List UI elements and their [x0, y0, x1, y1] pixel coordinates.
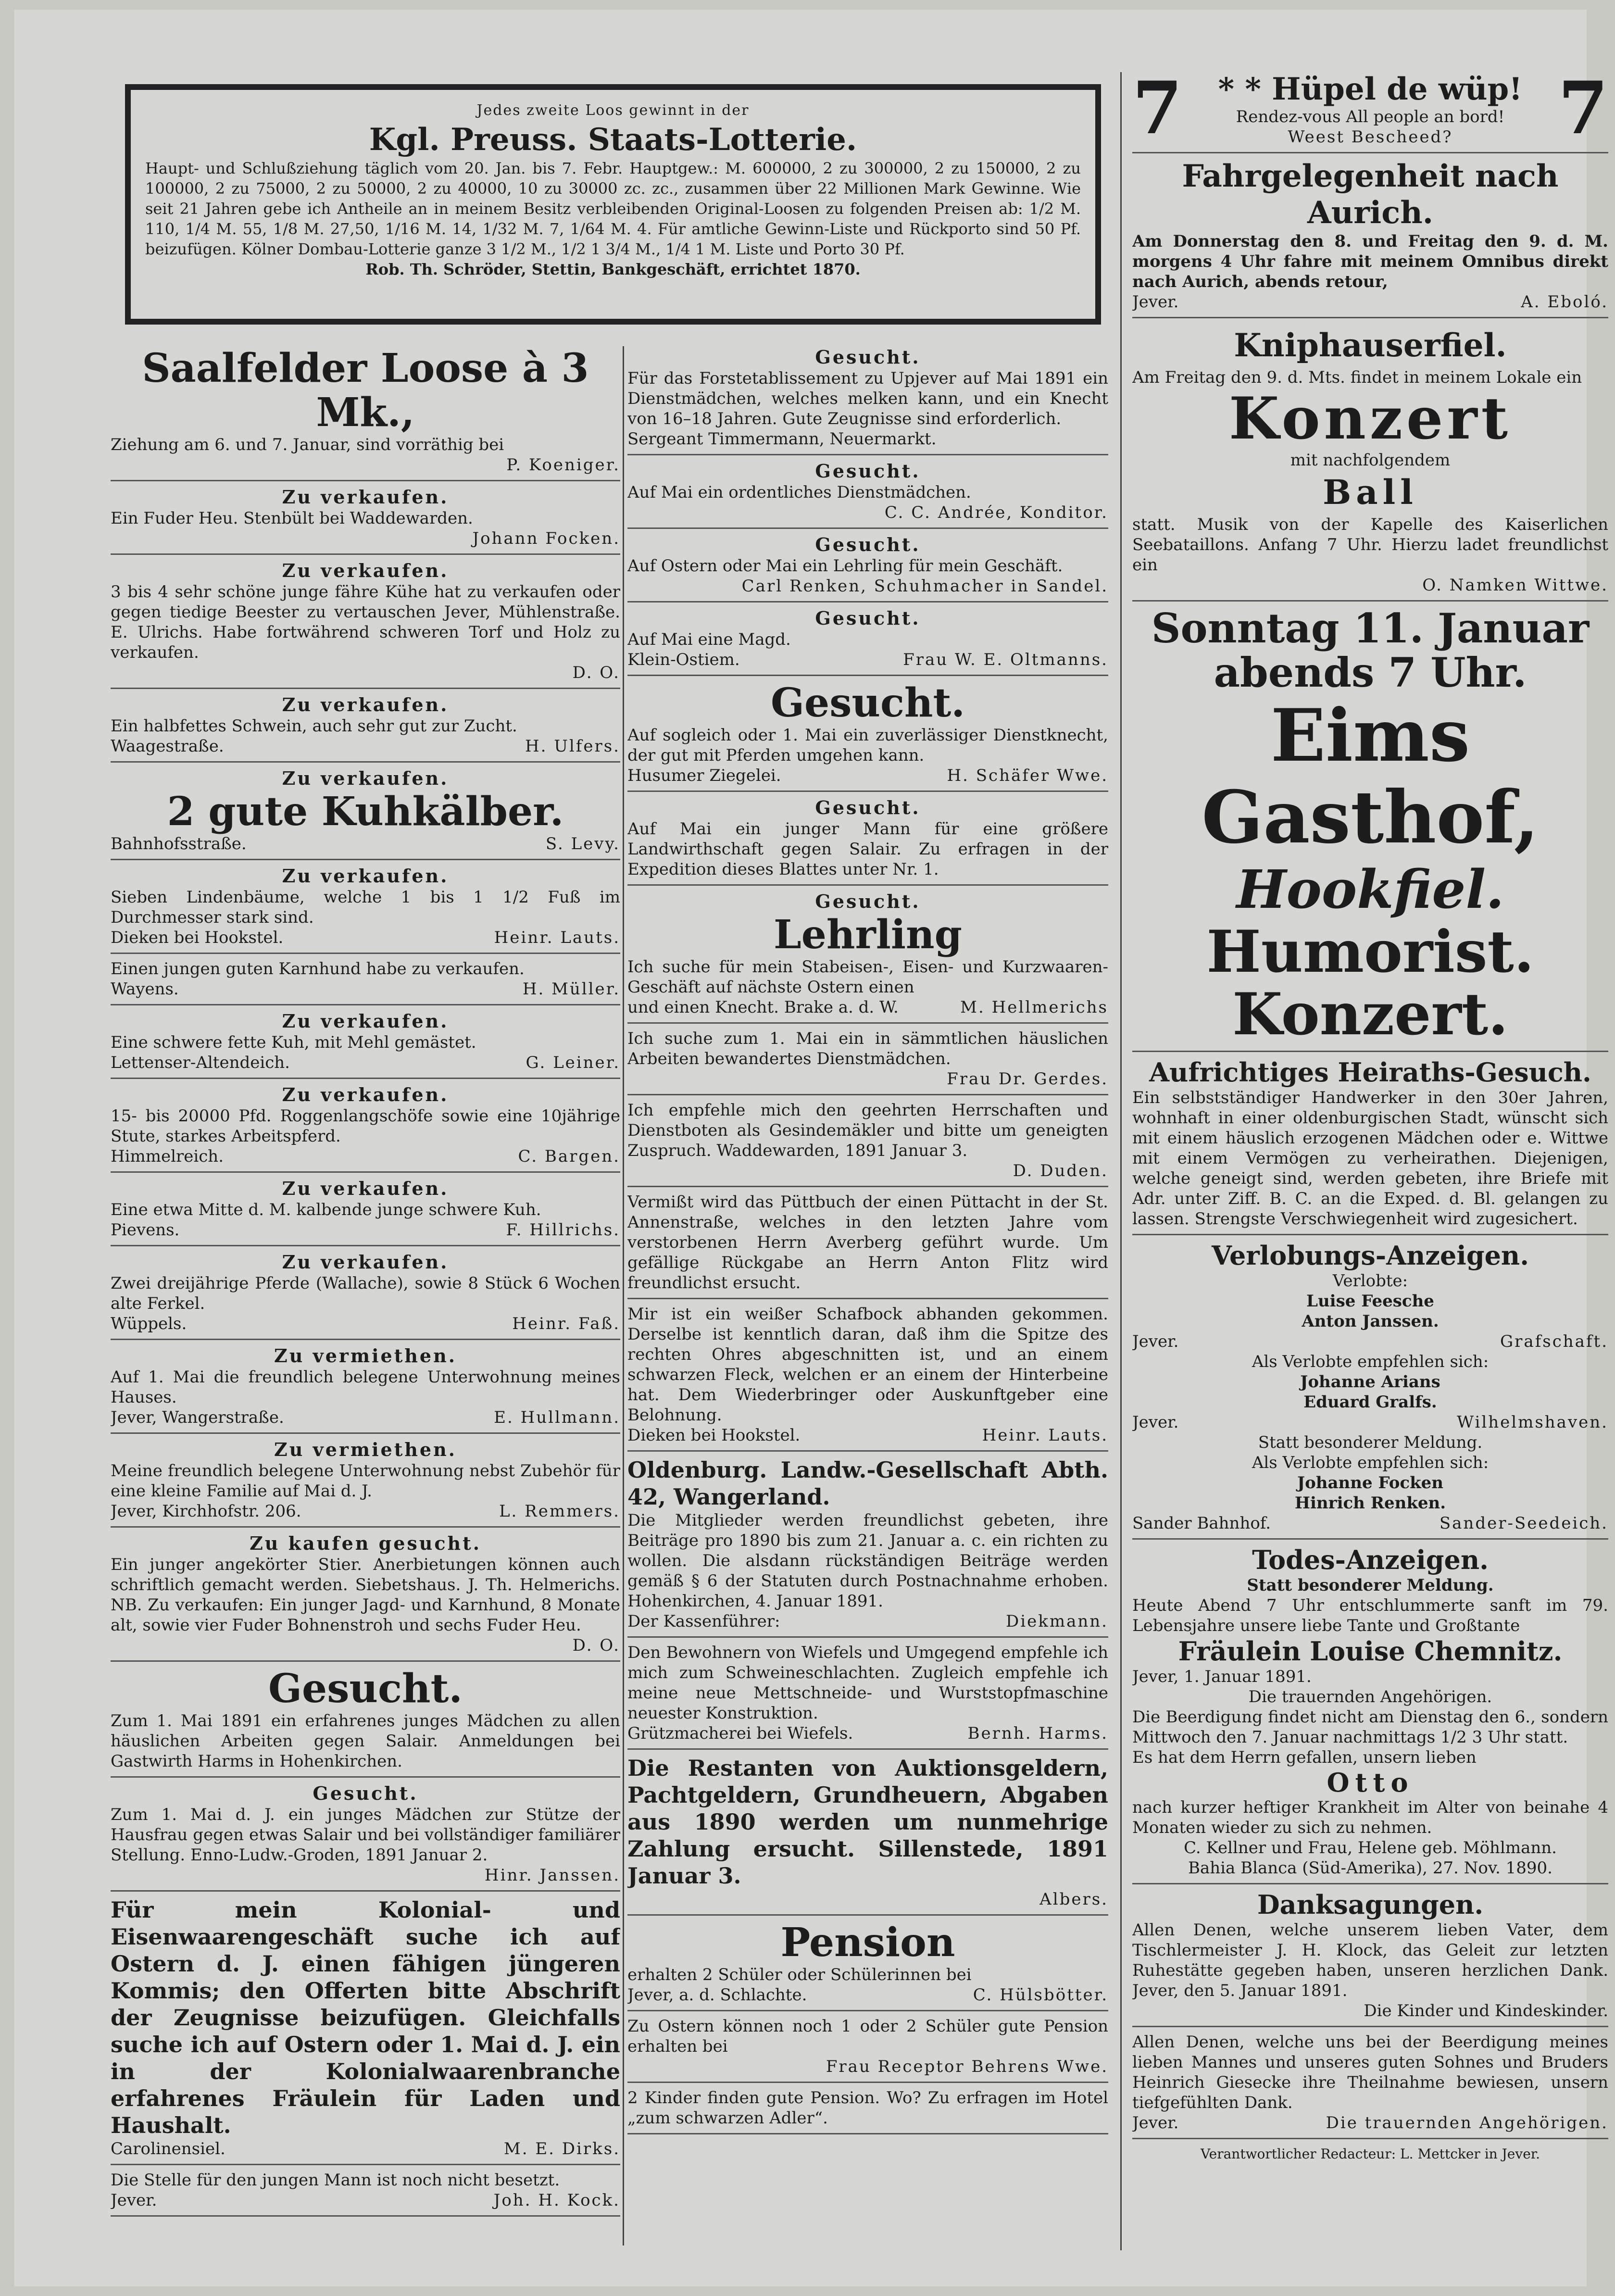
ad-divider — [627, 2133, 1108, 2134]
ad-text: Ein junger angekörter Stier. Anerbietungen können auch schriftlich gemacht werden. Siebetshaus. J. Th. Helmerichs. NB. Zu verkaufen: Ein junger Jagd- und Karnhund, 8 Monate alt, sowie vier Fuder Bohnenstroh und sechs Fuder Heu. — [111, 1555, 620, 1635]
ad-large-text: Für mein Kolonial- und Eisenwaarengeschäft suche ich auf Ostern d. J. einen fähigen jüngeren Kommis; den Offerten bitte Abschrift der Zeugnisse beizufügen. Gleichfalls suche ich auf Ostern oder 1. Mai d. J. ein in der Kolonialwaarenbranche erfahrenes Fräulein für Laden und Haushalt. — [111, 1897, 620, 2138]
ad-big-heading: Lehrling — [774, 912, 962, 958]
ad-signature — [111, 928, 620, 948]
ad-signature — [111, 1314, 620, 1334]
classified-ad — [627, 1192, 1108, 1293]
eims-line2: abends 7 Uhr. — [1214, 649, 1527, 696]
ad-heading: Zu verkaufen. — [282, 694, 449, 715]
ad-divider — [111, 1004, 620, 1005]
ad-text: Meine freundlich belegene Unterwohnung nebst Zubehör für eine kleine Familie auf Mai d. J. — [111, 1461, 620, 1501]
classified-ad — [627, 1643, 1108, 1744]
classified-ad — [627, 2088, 1108, 2128]
ad-divider — [627, 1748, 1108, 1750]
ad-divider — [627, 790, 1108, 792]
ad-name: Joh. H. Kock. — [493, 2191, 620, 2210]
verlob-name: Johanne Arians — [1300, 1372, 1440, 1392]
ad-place: Jever, Kirchhofstr. 206. — [111, 1502, 301, 1521]
classified-ad — [111, 1251, 620, 1334]
ad-place: Bahnhofsstraße. — [111, 834, 247, 853]
konzert-ad — [1132, 323, 1608, 595]
classified-ad — [111, 865, 620, 948]
ad-divider — [627, 601, 1108, 602]
ad-text: Mir ist ein weißer Schafbock abhanden gekommen. Derselbe ist kenntlich daran, daß ihm die Spitze des rechten Ohres abgeschnitten ist, und an einem schwarzen Fleck, welchen er an einem der Hinterbeine hat. Dem Wiederbringer oder Auskunftgeber eine Belohnung. — [627, 1305, 1108, 1425]
ad-place: Wayens. — [111, 979, 179, 999]
fahr-name: A. Eboló. — [1521, 292, 1608, 312]
ad-signature — [111, 1220, 620, 1240]
classified-ad — [111, 1532, 620, 1656]
ad-name: P. Koeniger. — [506, 455, 620, 475]
classified-ad — [111, 1345, 620, 1428]
ad-place: Der Kassenführer: — [627, 1612, 780, 1631]
ad-name: H. Ulfers. — [525, 737, 620, 756]
ad-divider — [111, 953, 620, 954]
hupel-number: 7 — [1132, 72, 1183, 151]
ad-heading: Gesucht. — [815, 607, 921, 629]
ad-name: Heinr. Lauts. — [494, 928, 620, 947]
verlob-name: Hinrich Renken. — [1294, 1493, 1446, 1513]
verlob-place: Wilhelmshaven. — [1457, 1413, 1608, 1432]
verlob-place: Sander Bahnhof. — [1132, 1514, 1271, 1533]
ad-place: Sergeant Timmermann, Neuermarkt. — [627, 429, 937, 449]
ad-name: Frau Receptor Behrens Wwe. — [826, 2057, 1108, 2076]
lottery-title: Kgl. Preuss. Staats-Lotterie. — [369, 122, 857, 158]
ad-heading: Gesucht. — [815, 460, 921, 482]
ad-divider — [111, 761, 620, 763]
ad-signature — [111, 663, 620, 683]
verlob-name: Eduard Gralfs. — [1303, 1393, 1437, 1412]
ad-signature — [627, 765, 1108, 786]
hupel-title: * * Hüpel de wüp! — [1218, 72, 1523, 107]
classified-ad — [111, 1896, 620, 2159]
ad-name: H. Schäfer Wwe. — [947, 766, 1108, 785]
lottery-pre: Jedes zweite Loos gewinnt in der — [476, 102, 750, 119]
classified-ad — [627, 1029, 1108, 1089]
ad-signature — [627, 576, 1108, 596]
ad-signature — [627, 1889, 1108, 1909]
tod-text: Heute Abend 7 Uhr entschlummerte sanft im 79. Lebensjahre unsere liebe Tante und Großtante — [1132, 1596, 1608, 1635]
ad-text: Ziehung am 6. und 7. Januar, sind vorräthig bei — [111, 435, 504, 454]
ad-text: Auf 1. Mai die freundlich belegene Unterwohnung meines Hauses. — [111, 1368, 620, 1407]
verlob-place: Grafschaft. — [1500, 1332, 1608, 1351]
ad-name: Heinr. Faß. — [512, 1314, 620, 1333]
hupel-line1: Rendez-vous All people an bord! — [1236, 107, 1505, 126]
ad-name: S. Levy. — [545, 834, 620, 853]
classified-ad — [111, 2170, 620, 2210]
ad-name: D. O. — [572, 663, 620, 682]
dank-text1: Allen Denen, welche unserem lieben Vater, dem Tischlermeister J. H. Klock, das Geleit zur letzten Ruhestätte gegeben haben, unseren herzlichen Dank. Jever, den 5. Januar 1891. — [1132, 1920, 1608, 2000]
ad-divider — [111, 1078, 620, 1079]
ad-divider — [111, 2164, 620, 2165]
ad-name: H. Müller. — [522, 979, 620, 999]
ad-name: Frau Dr. Gerdes. — [947, 1069, 1108, 1089]
classified-ad — [111, 694, 620, 756]
ad-text: Zum 1. Mai d. J. ein junges Mädchen zur Stütze der Hausfrau gegen etwas Salair und bei vollständiger familiärer Stellung. Enno-Ludw.-Groden, 1891 Januar 2. — [111, 1805, 620, 1865]
ad-heading: Gesucht. — [815, 346, 921, 368]
ad-name: C. Hülsbötter. — [973, 1985, 1108, 2005]
verlob-place: Sander-Seedeich. — [1439, 1514, 1608, 1533]
ad-name: D. O. — [572, 1636, 620, 1655]
ad-name: Diekmann. — [1006, 1612, 1108, 1631]
ad-name: C. C. Andrée, Konditor. — [884, 503, 1108, 522]
ad-text: Die Mitglieder werden freundlichst gebeten, ihre Beiträge pro 1890 bis zum 21. Januar a. c. ein richten zu wollen. Die alsdann rückständigen Beiträge werden gemäß § 6 der Statuten durch Postnachnahme erhoben. Hohenkirchen, 4. Januar 1891. — [627, 1511, 1108, 1611]
ad-divider — [627, 1186, 1108, 1187]
classified-ad — [111, 1782, 620, 1885]
ad-name: Heinr. Lauts. — [982, 1426, 1108, 1445]
ad-signature — [111, 1053, 620, 1073]
ad-place: und einen Knecht. Brake a. d. W. — [627, 998, 899, 1017]
ad-divider — [627, 454, 1108, 455]
newspaper-page — [14, 10, 1608, 2286]
ad-divider — [111, 1660, 620, 1662]
ad-divider — [111, 1776, 620, 1778]
ad-heading: Zu verkaufen. — [282, 1084, 449, 1105]
ad-name: M. Hellmerichs — [960, 998, 1108, 1017]
ad-divider — [627, 1298, 1108, 1299]
ad-divider — [627, 1636, 1108, 1638]
ad-signature — [111, 979, 620, 999]
ad-heading: Zu verkaufen. — [282, 1251, 449, 1273]
tod-name: Fräulein Louise Chemnitz. — [1178, 1636, 1563, 1667]
ad-divider — [627, 527, 1108, 529]
ad-big-heading: 2 gute Kuhkälber. — [167, 789, 564, 835]
ad-text: Ich suche zum 1. Mai ein in sämmtlichen häuslichen Arbeiten bewandertes Dienstmädchen. — [627, 1029, 1108, 1068]
ad-heading: Zu vermiethen. — [274, 1345, 457, 1367]
column-1 — [111, 346, 620, 2246]
classified-ad — [111, 346, 620, 475]
tod-sig4: Bahia Blanca (Süd-Amerika), 27. Nov. 1890. — [1188, 1858, 1552, 1878]
column-divider — [1120, 72, 1122, 2250]
konzert-sub: mit nachfolgendem — [1290, 451, 1451, 470]
ad-divider — [627, 1022, 1108, 1024]
ad-place: Dieken bei Hookstel. — [627, 1426, 801, 1445]
ad-name: M. E. Dirks. — [503, 2139, 620, 2158]
ad-place: Grützmacherei bei Wiefels. — [627, 1724, 853, 1743]
ad-place: Waagestraße. — [111, 737, 224, 756]
ad-signature — [627, 429, 1108, 449]
ad-text: Auf Mai ein ordentliches Dienstmädchen. — [627, 483, 971, 502]
ad-text: 3 bis 4 sehr schöne junge fähre Kühe hat zu verkaufen oder gegen tiedige Beester zu vertauschen Jever, Mühlenstraße. E. Ulrichs. Habe fortwährend schweren Torf und Holz zu verkaufen. — [111, 582, 620, 662]
heirat-text: Ein selbstständiger Handwerker in den 30er Jahren, wohnhaft in einer oldenburgischen Stadt, wünscht sich mit einem häuslich erzogenen Mädchen oder e. Wittwe mit einem Vermögen zu verheirathen. Diejenigen, welche geneigt sind, werden gebeten, ihre Briefe mit Adr. unter Ziff. B. C. an die Exped. d. Bl. gelangen zu lassen. Strengste Verschwiegenheit wird zugesichert. — [1132, 1088, 1608, 1229]
ad-name: C. Bargen. — [518, 1147, 620, 1166]
konzert-signature: O. Namken Wittwe. — [1422, 576, 1608, 595]
ad-signature — [111, 455, 620, 475]
ad-heading: Zu kaufen gesucht. — [250, 1532, 481, 1554]
ad-signature — [627, 2057, 1108, 2077]
classified-ad — [627, 1304, 1108, 1445]
column-2 — [627, 346, 1108, 2246]
dank-place: Jever. — [1132, 2113, 1179, 2133]
classified-ad — [111, 560, 620, 683]
ad-place: Husumer Ziegelei. — [627, 766, 781, 785]
ad-signature — [627, 1161, 1108, 1181]
dank-sig2: Die trauernden Angehörigen. — [1326, 2113, 1608, 2133]
ad-signature — [111, 2190, 620, 2210]
ad-text: Ich suche für mein Stabeisen-, Eisen- und Kurzwaaren-Geschäft auf nächste Ostern einen — [627, 957, 1108, 997]
ad-heading: Gesucht. — [815, 534, 921, 555]
konzert-ball: Ball — [1323, 472, 1418, 512]
hupel-line2: Weest Bescheed? — [1288, 127, 1453, 147]
ad-heading: Gesucht. — [313, 1782, 418, 1804]
ad-divider — [111, 859, 620, 860]
ad-text: Den Bewohnern von Wiefels und Umgegend empfehle ich mich zum Schweineschlachten. Zugleich empfehle ich meine neue Mettschneide- und Wurststopfmaschine neuester Konstruktion. — [627, 1643, 1108, 1723]
ad-divider — [111, 1339, 620, 1340]
tod-sig3: C. Kellner und Frau, Helene geb. Möhlmann. — [1184, 1838, 1557, 1857]
ad-text: Einen jungen guten Karnhund habe zu verkaufen. — [111, 959, 525, 979]
ad-name: F. Hillrichs. — [506, 1220, 620, 1240]
ad-big-heading: Saalfelder Loose à 3 Mk., — [142, 346, 589, 436]
ad-name: E. Hullmann. — [494, 1408, 620, 1427]
footer-redacteur: Verantwortlicher Redacteur: L. Mettcker in Jever. — [1201, 2146, 1540, 2162]
classified-ad — [111, 959, 620, 999]
verlob-name: Johanne Focken — [1297, 1473, 1443, 1493]
ad-place: Klein-Ostiem. — [627, 650, 740, 669]
ad-place: Pievens. — [111, 1220, 180, 1240]
eims-hook: Hookfiel. — [1236, 858, 1504, 920]
verlob-label: Als Verlobte empfehlen sich: — [1252, 1453, 1489, 1472]
ad-divider — [111, 1526, 620, 1528]
heirat-title: Aufrichtiges Heiraths-Gesuch. — [1149, 1057, 1591, 1088]
lottery-signature: Rob. Th. Schröder, Stettin, Bankgeschäft, errichtet 1870. — [365, 260, 861, 278]
ad-heading: Zu verkaufen. — [282, 560, 449, 581]
dank-text2: Allen Denen, welche uns bei der Beerdigung meines lieben Mannes und unseres guten Sohnes und Bruders Heinrich Giesecke ihre Theilnahme bewiesen, unsern tiefgefühlten Dank. — [1132, 2033, 1608, 2112]
ad-text: Ich empfehle mich den geehrten Herrschaften und Dienstboten als Gesindemäkler und bitte um geneigten Zuspruch. Waddewarden, 1891 Januar 3. — [627, 1101, 1108, 1160]
ad-signature — [111, 528, 620, 549]
classified-ad — [111, 1084, 620, 1167]
tod-text4: nach kurzer heftiger Krankheit im Alter von beinahe 4 Monaten wieder zu sich zu nehmen. — [1132, 1798, 1608, 1837]
ad-text: Auf sogleich oder 1. Mai ein zuverlässiger Dienstknecht, der gut mit Pferden umgehen kann. — [627, 726, 1108, 765]
ad-heading: Zu vermiethen. — [274, 1439, 457, 1460]
ad-divider — [111, 2215, 620, 2217]
classified-ad — [627, 1456, 1108, 1631]
dank-sig1: Die Kinder und Kindeskinder. — [1364, 2001, 1608, 2020]
fahr-text: Am Donnerstag den 8. und Freitag den 9. d. M. morgens 4 Uhr fahre mit meinem Omnibus direkt nach Aurich, abends retour, — [1132, 232, 1608, 291]
ad-place: Carolinensiel. — [111, 2139, 225, 2158]
ad-text: Auf Ostern oder Mai ein Lehrling für mein Geschäft. — [627, 556, 1063, 576]
column-divider — [623, 346, 624, 2246]
lottery-body: Haupt- und Schlußziehung täglich vom 20. Jan. bis 7. Febr. Hauptgew.: M. 600000, 2 zu 300000, 2 zu 150000, 2 zu 100000, 2 zu 75000, 2 zu 50000, 2 zu 40000, 10 zu 30000 zc. zc., zusammen über 22 Millionen Mark Gewinne. Wie seit 21 Jahren gebe ich Antheile an in meinem Besitz verbleibenden Original-Loosen zu folgenden Preisen ab: 1/2 M. 110, 1/4 M. 55, 1/8 M. 27,50, 1/16 M. 14, 1/32 M. 7, 1/64 M. 4. Für amtliche Gewinn-Liste und Rückporto sind 50 Pf. beizufügen. Kölner Dombau-Lotterie ganze 3 1/2 M., 1/2 1 3/4 M., 1/4 1 M. Liste und Porto 30 Pf. — [145, 159, 1081, 258]
ad-text: Vermißt wird das Püttbuch der einen Püttacht in der St. Annenstraße, welches in den letzten Jahre vom verstorbenen Herrn Averberg geführt wurde. Um gefällige Rückgabe an Herrn Anton Flitz wird freundlichst ersucht. — [627, 1192, 1108, 1292]
ad-divider — [111, 1171, 620, 1173]
verlob-label: Als Verlobte empfehlen sich: — [1252, 1352, 1489, 1371]
ad-text: Ein Fuder Heu. Stenbült bei Waddewarden. — [111, 509, 473, 528]
ad-signature — [627, 650, 1108, 670]
ad-name: Frau W. E. Oltmanns. — [903, 650, 1108, 669]
ad-place: Dieken bei Hookstel. — [111, 928, 284, 947]
lottery-ad — [125, 84, 1101, 325]
ad-signature — [111, 834, 620, 854]
ad-name: D. Duden. — [1013, 1161, 1108, 1180]
eims-ad — [1132, 606, 1608, 1046]
ad-divider — [627, 1094, 1108, 1095]
ad-text: Auf Mai eine Magd. — [627, 630, 791, 649]
ad-name: Hinr. Janssen. — [484, 1866, 620, 1885]
fahr-ad — [1132, 158, 1608, 312]
ad-signature — [627, 1069, 1108, 1089]
classified-ad — [627, 2016, 1108, 2077]
ad-divider — [111, 1432, 620, 1434]
classified-ad — [627, 1100, 1108, 1181]
ad-signature — [627, 1985, 1108, 2005]
ad-name: Bernh. Harms. — [967, 1724, 1108, 1743]
ad-text: 15- bis 20000 Pfd. Roggenlangschöfe sowie eine 10jährige Stute, starkes Arbeitspferd. — [111, 1106, 620, 1146]
ad-text: Zum 1. Mai 1891 ein erfahrenes junges Mädchen zu allen häuslichen Arbeiten gegen Salair. Anmeldungen bei Gastwirth Harms in Hohenkirchen. — [111, 1711, 620, 1771]
ad-place: Jever. — [111, 2191, 157, 2210]
tod-sig: Die trauernden Angehörigen. — [1248, 1687, 1492, 1706]
ad-signature — [627, 997, 1108, 1017]
ad-signature — [111, 1635, 620, 1656]
ad-heading: Zu verkaufen. — [282, 1178, 449, 1199]
ad-divider — [627, 884, 1108, 886]
ad-divider — [627, 2082, 1108, 2083]
verlob-name: Anton Janssen. — [1302, 1312, 1439, 1331]
ad-name: L. Remmers. — [499, 1502, 620, 1521]
hupel-number: 7 — [1558, 72, 1608, 151]
classified-ad — [627, 1755, 1108, 1909]
ad-text: Zwei dreijährige Pferde (Wallache), sowie 8 Stück 6 Wochen alte Ferkel. — [111, 1274, 620, 1313]
classified-ad — [111, 1178, 620, 1240]
classified-ad — [627, 346, 1108, 449]
ad-signature — [627, 1611, 1108, 1631]
ad-text: Sieben Lindenbäume, welche 1 bis 1 1/2 Fuß im Durchmesser stark sind. — [111, 888, 620, 927]
verlob-ad — [1132, 1240, 1608, 1533]
ad-place: Lettenser-Altendeich. — [111, 1053, 290, 1072]
tod-title: Todes-Anzeigen. — [1252, 1544, 1489, 1575]
fahr-title: Fahrgelegenheit nach Aurich. — [1182, 158, 1559, 231]
ad-divider — [627, 675, 1108, 676]
ad-signature — [111, 1146, 620, 1167]
verlob-place: Jever. — [1132, 1332, 1179, 1351]
verlob-title: Verlobungs-Anzeigen. — [1212, 1240, 1529, 1271]
tod-otto: Otto — [1327, 1767, 1414, 1798]
ad-large-text: Oldenburg. Landw.-Gesellschaft Abth. 42, Wangerland. — [627, 1457, 1108, 1510]
ad-divider — [111, 553, 620, 555]
ad-signature — [111, 2139, 620, 2159]
ad-name: G. Leiner. — [526, 1053, 620, 1072]
ad-text: Ein halbfettes Schwein, auch sehr gut zur Zucht. — [111, 716, 517, 736]
verlob-label: Statt besonderer Meldung. — [1258, 1433, 1483, 1452]
hupel-ad — [1132, 72, 1608, 151]
ad-heading: Zu verkaufen. — [282, 1010, 449, 1032]
konzert-text: statt. Musik von der Kapelle des Kaiserlichen Seebataillons. Anfang 7 Uhr. Hierzu ladet freundlichst ein — [1132, 515, 1608, 575]
ad-divider — [111, 1890, 620, 1892]
ad-text: Für das Forstetablissement zu Upjever auf Mai 1891 ein Dienstmädchen, welches melken kann, und ein Knecht von 16–18 Jahren. Gute Zeugnisse sind erforderlich. — [627, 369, 1108, 428]
tod-date: Jever, 1. Januar 1891. — [1132, 1667, 1312, 1686]
ad-big-heading: Pension — [780, 1920, 955, 1966]
ad-place: Wüppels. — [111, 1314, 187, 1333]
ad-heading: Zu verkaufen. — [282, 486, 449, 508]
ad-divider — [627, 2010, 1108, 2011]
knip-title: Kniphauserfiel. — [1234, 326, 1507, 364]
classified-ad — [627, 681, 1108, 786]
classified-ad — [627, 891, 1108, 1017]
ad-heading: Zu verkaufen. — [282, 865, 449, 887]
classified-ad — [111, 767, 620, 854]
fahr-place: Jever. — [1132, 292, 1179, 312]
tod-text2: Die Beerdigung findet nicht am Dienstag den 6., sondern Mittwoch den 7. Januar nachmittags 1/2 3 Uhr statt. — [1132, 1707, 1608, 1747]
column-3 — [1132, 72, 1608, 2246]
classified-ad — [627, 534, 1108, 596]
classified-ad — [627, 607, 1108, 670]
ad-divider — [627, 1450, 1108, 1452]
ad-text: Auf Mai ein junger Mann für eine größere Landwirthschaft gegen Salair. Zu erfragen in der Expedition dieses Blattes unter Nr. 1. — [627, 819, 1108, 879]
ad-signature — [627, 1425, 1108, 1445]
ad-text: 2 Kinder finden gute Pension. Wo? Zu erfragen im Hotel „zum schwarzen Adler“. — [627, 2088, 1108, 2128]
ad-heading: Gesucht. — [815, 797, 921, 818]
ad-signature — [627, 1723, 1108, 1744]
eims-gasthof: Eims Gasthof, — [1202, 693, 1539, 860]
ad-text: Eine schwere fette Kuh, mit Mehl gemästet. — [111, 1033, 476, 1052]
knip-text: Am Freitag den 9. d. Mts. findet in meinem Lokale ein — [1132, 368, 1582, 387]
classified-ad — [111, 1439, 620, 1521]
ad-heading: Gesucht. — [815, 891, 921, 912]
ad-name: Carl Renken, Schuhmacher in Sandel. — [741, 577, 1108, 596]
dank-ad — [1132, 1889, 1608, 2133]
ad-text: erhalten 2 Schüler oder Schülerinnen bei — [627, 1965, 972, 1984]
ad-name: Johann Focken. — [472, 529, 620, 548]
ad-big-heading: Gesucht. — [268, 1666, 463, 1712]
ad-big-heading: Gesucht. — [771, 680, 965, 726]
ad-large-text: Die Restanten von Auktionsgeldern, Pachtgeldern, Grundheuern, Abgaben aus 1890 werden um nunmehrige Zahlung ersucht. Sillenstede, 1891 Januar 3. — [627, 1755, 1108, 1889]
ad-divider — [627, 1914, 1108, 1916]
classified-ad — [627, 460, 1108, 523]
classified-ad — [627, 797, 1108, 879]
ad-place: Jever, Wangerstraße. — [111, 1408, 284, 1427]
tod-sub: Statt besonderer Meldung. — [1247, 1576, 1494, 1595]
verlob-place: Jever. — [1132, 1413, 1179, 1432]
ad-signature — [111, 1501, 620, 1521]
dank-title: Danksagungen. — [1257, 1889, 1484, 1920]
ad-text: Zu Ostern können noch 1 oder 2 Schüler gute Pension erhalten bei — [627, 2017, 1108, 2056]
ad-signature — [111, 1865, 620, 1885]
verlob-name: Luise Feesche — [1306, 1292, 1434, 1311]
ad-text: Die Stelle für den jungen Mann ist noch nicht besetzt. — [111, 2171, 560, 2190]
konzert-title: Konzert — [1228, 385, 1512, 452]
classified-ad — [111, 1667, 620, 1771]
heirat-ad — [1132, 1057, 1608, 1229]
classified-ad — [627, 1920, 1108, 2005]
eims-line1: Sonntag 11. Januar — [1151, 604, 1590, 652]
ad-signature — [627, 502, 1108, 523]
ad-text: Eine etwa Mitte d. M. kalbende junge schwere Kuh. — [111, 1200, 541, 1219]
verlob-label: Verlobte: — [1332, 1271, 1408, 1291]
classified-ad — [111, 1010, 620, 1073]
ad-heading: Zu verkaufen. — [282, 767, 449, 789]
ad-place: Himmelreich. — [111, 1147, 224, 1166]
ad-name: Albers. — [1039, 1890, 1108, 1909]
tod-ad — [1132, 1544, 1608, 1878]
ad-signature — [111, 1407, 620, 1428]
ad-signature — [111, 736, 620, 756]
ad-divider — [111, 1245, 620, 1246]
ad-place: Jever, a. d. Schlachte. — [627, 1985, 807, 2005]
eims-humorist: Humorist. — [1206, 918, 1534, 986]
ad-divider — [111, 688, 620, 689]
eims-konzert: Konzert. — [1232, 980, 1508, 1048]
ad-divider — [111, 480, 620, 481]
tod-text3: Es hat dem Herrn gefallen, unsern lieben — [1132, 1748, 1477, 1767]
classified-ad — [111, 486, 620, 549]
